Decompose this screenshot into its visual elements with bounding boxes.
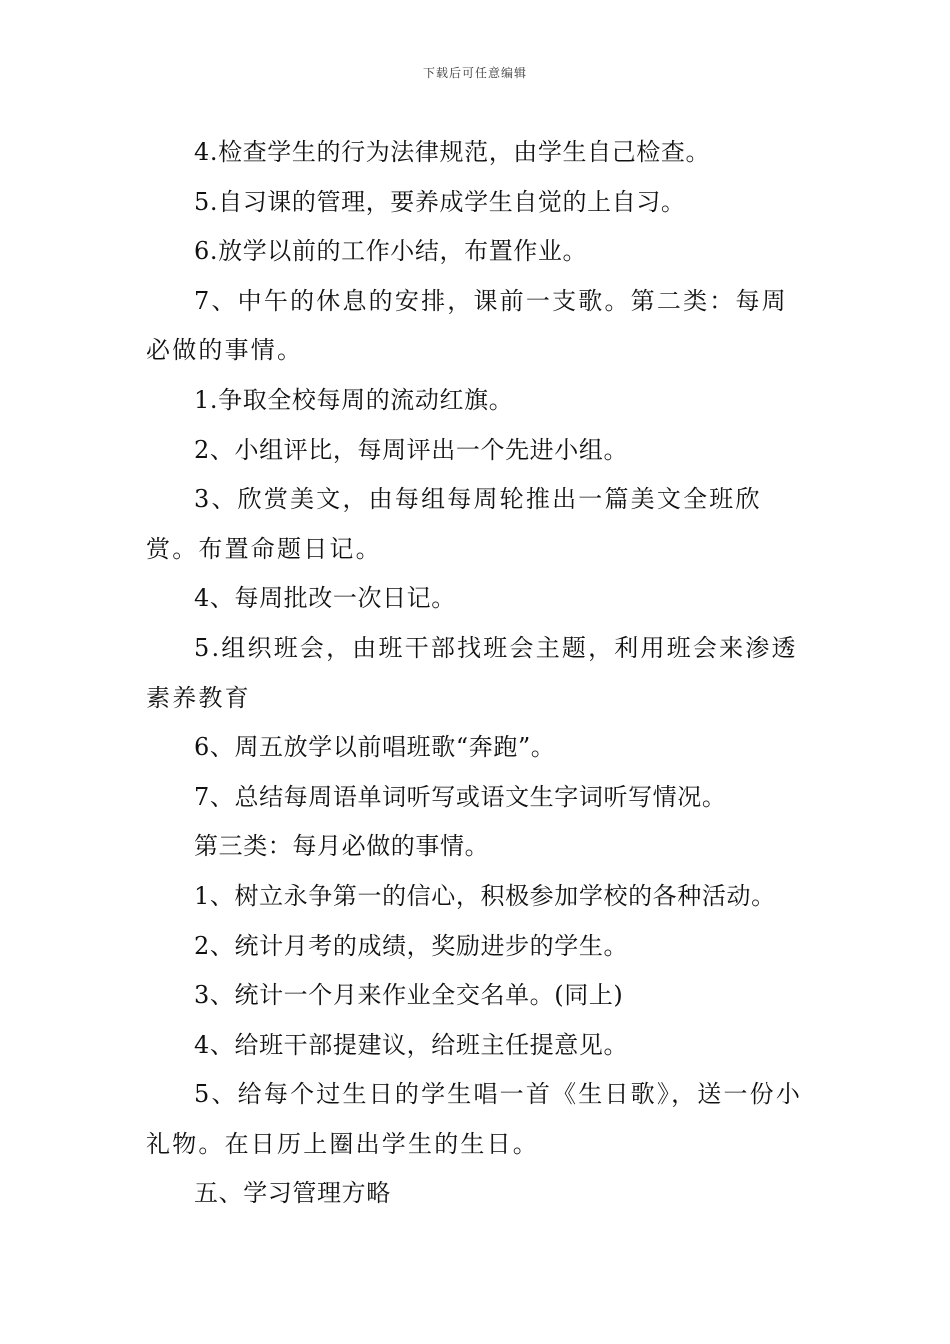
paragraph-13: 1、树立永争第一的信心，积极参加学校的各种活动。 [194, 881, 776, 910]
paragraph-9: 5.组织班会，由班干部找班会主题，利用班会来渗透素养教育 [146, 633, 798, 712]
paragraph-5: 1.争取全校每周的流动红旗。 [194, 385, 514, 414]
section-heading-third: 第三类：每月必做的事情。 [194, 832, 490, 861]
paragraph-11: 7、总结每周语单词听写或语文生字词听写情况。 [194, 782, 727, 811]
paragraph-2: 5.自习课的管理，要养成学生自觉的上自习。 [194, 187, 686, 216]
paragraph-17: 5、给每个过生日的学生唱一首《生日歌》，送一份小礼物。在日历上圈出学生的生日。 [146, 1080, 803, 1158]
paragraph-3: 6.放学以前的工作小结，布置作业。 [194, 237, 588, 266]
section-heading-five: 五、学习管理方略 [194, 1179, 391, 1208]
paragraph-10: 6、周五放学以前唱班歌“奔跑”。 [194, 733, 556, 762]
paragraph-8: 4、每周批改一次日记。 [194, 584, 456, 613]
document-body [146, 128, 810, 1219]
paragraph-15: 3、统计一个月来作业全交名单。(同上) [194, 981, 624, 1010]
paragraph-6: 2、小组评比，每周评出一个先进小组。 [194, 435, 629, 464]
paragraph-14: 2、统计月考的成绩，奖励进步的学生。 [194, 931, 629, 960]
page-header: 下载后可任意编辑 [422, 66, 527, 80]
paragraph-16: 4、给班干部提建议，给班主任提意见。 [194, 1030, 629, 1059]
paragraph-7: 3、欣赏美文，由每组每周轮推出一篇美文全班欣赏。布置命题日记。 [146, 485, 762, 563]
paragraph-1: 4.检查学生的行为法律规范，由学生自己检查。 [194, 138, 711, 166]
paragraph-4: 7、中午的休息的安排，课前一支歌。第二类：每周必做的事情。 [146, 286, 788, 365]
